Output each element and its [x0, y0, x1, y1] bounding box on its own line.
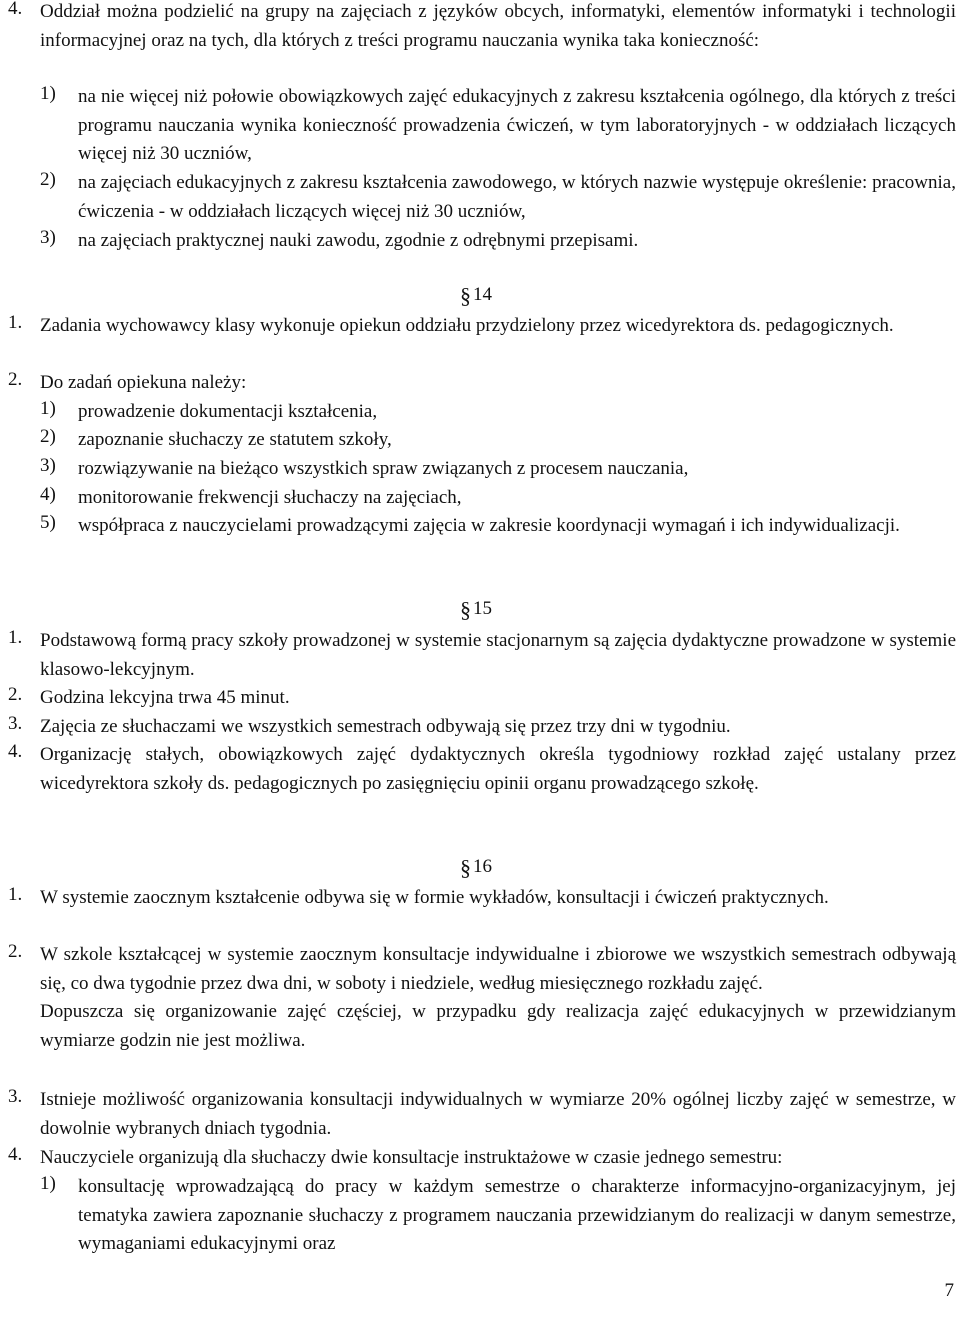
subpoint-number: 1) — [40, 398, 56, 419]
section-sign: § — [460, 855, 471, 880]
subpoint-number: 1) — [40, 1173, 56, 1194]
paragraph-15-point-1 — [0, 627, 956, 684]
subpoint-number: 3) — [40, 455, 56, 476]
point-number: 4. — [8, 0, 23, 19]
point-number: 1. — [8, 312, 23, 333]
subpoint-13-4-2 — [40, 169, 956, 226]
subpoint-number: 3) — [40, 227, 56, 248]
subpoint-number: 2) — [40, 169, 56, 190]
point-text: W szkole kształcącej w systemie zaocznym konsultacje indywidualne i zbiorowe we wszystkich semestrach odbywają się, co dwa tygodnie przez dwa dni, w soboty i niedziele, według miesięcznego rozkładu zajęć. — [40, 944, 956, 994]
paragraph-number: 14 — [473, 284, 492, 305]
paragraph-number: 15 — [473, 598, 492, 619]
point-text: Oddział można podzielić na grupy na zajęciach z języków obcych, informatyki, elementów informatyki i technologii informacyjnej oraz na tych, dla których z treści programu nauczania wynika taka konieczność: — [40, 1, 956, 51]
paragraph-15-point-2 — [0, 684, 956, 713]
paragraph-16-point-2 — [0, 941, 956, 1055]
subpoint-text: współpraca z nauczycielami prowadzącymi zajęcia w zakresie koordynacji wymagań i ich indywidualizacji. — [78, 515, 900, 536]
point-text: Organizację stałych, obowiązkowych zajęć dydaktycznych określa tygodniowy rozkład zajęć ustalany przez wicedyrektora szkoły ds. pedagogicznych po zasięgnięciu opinii organu prowadzącego szkołę. — [40, 744, 956, 794]
point-number: 3. — [8, 1086, 23, 1107]
subpoint-number: 4) — [40, 484, 56, 505]
subpoint-text: konsultację wprowadzającą do pracy w każdym semestrze o charakterze informacyjno-organizacyjnym, jej tematyka zawiera zapoznanie słuchaczy z programem nauczania przewidzianym do realizacji w danym semestrze, wymaganiami edukacyjnymi oraz — [78, 1176, 956, 1255]
page-number: 7 — [944, 1280, 954, 1301]
subpoint-number: 5) — [40, 512, 56, 533]
subpoint-text: zapoznanie słuchaczy ze statutem szkoły, — [78, 429, 392, 450]
point-text: Istnieje możliwość organizowania konsultacji indywidualnych w wymiarze 20% ogólnej liczby zajęć w semestrze, w dowolnie wybranych dniach tygodnia. — [40, 1089, 956, 1139]
point-text: W systemie zaocznym kształcenie odbywa się w formie wykładów, konsultacji i ćwiczeń praktycznych. — [40, 887, 829, 908]
subpoint-14-2-3 — [40, 455, 956, 484]
point-number: 4. — [8, 741, 23, 762]
paragraph-14-point-2 — [0, 369, 956, 398]
paragraph-16-point-3 — [0, 1086, 956, 1143]
paragraph-15-point-3 — [0, 713, 956, 742]
point-number: 4. — [8, 1144, 23, 1165]
paragraph-heading-14 — [460, 284, 580, 307]
point-number: 2. — [8, 941, 23, 962]
subpoint-number: 1) — [40, 83, 56, 104]
section-sign: § — [460, 283, 471, 308]
subpoint-text: na zajęciach edukacyjnych z zakresu kształcenia zawodowego, w których nazwie występuje określenie: pracownia, ćwiczenia - w oddziałach liczących więcej niż 30 uczniów, — [78, 172, 956, 222]
point-text: Zajęcia ze słuchaczami we wszystkich semestrach odbywają się przez trzy dni w tygodniu. — [40, 716, 731, 737]
point-text: Podstawową formą pracy szkoły prowadzonej w systemie stacjonarnym są zajęcia dydaktyczne prowadzone w systemie klasowo-lekcyjnym. — [40, 630, 956, 680]
paragraph-16-point-4 — [0, 1144, 956, 1173]
paragraph-heading-16 — [460, 856, 580, 879]
subpoint-number: 2) — [40, 426, 56, 447]
paragraph-16-point-1 — [0, 884, 956, 913]
point-number: 1. — [8, 884, 23, 905]
paragraph-13-point-4 — [0, 0, 956, 55]
subpoint-text: na nie więcej niż połowie obowiązkowych zajęć edukacyjnych z zakresu kształcenia ogólnego, dla których z treści programu nauczania wynika konieczność prowadzenia ćwiczeń, w tym laboratoryjnych - w oddziałach liczących więcej niż 30 uczniów, — [78, 86, 956, 165]
paragraph-number: 16 — [473, 856, 492, 877]
paragraph-14-point-1 — [0, 312, 956, 341]
point-text: Nauczyciele organizują dla słuchaczy dwie konsultacje instruktażowe w czasie jednego semestru: — [40, 1147, 783, 1168]
subpoint-16-4-1 — [40, 1173, 956, 1259]
subpoint-14-2-2 — [40, 426, 956, 455]
subpoint-14-2-4 — [40, 484, 956, 513]
section-sign: § — [460, 597, 471, 622]
paragraph-15-point-4 — [0, 741, 956, 798]
point-text: Do zadań opiekuna należy: — [40, 372, 247, 393]
subpoint-text: rozwiązywanie na bieżąco wszystkich spraw związanych z procesem nauczania, — [78, 458, 689, 479]
paragraph-heading-15 — [460, 598, 580, 621]
point-text: Zadania wychowawcy klasy wykonuje opiekun oddziału przydzielony przez wicedyrektora ds. pedagogicznych. — [40, 315, 894, 336]
point-text: Godzina lekcyjna trwa 45 minut. — [40, 687, 290, 708]
subpoint-14-2-1 — [40, 398, 956, 427]
subpoint-13-4-1 — [40, 83, 956, 169]
point-number: 2. — [8, 684, 23, 705]
subpoint-text: monitorowanie frekwencji słuchaczy na zajęciach, — [78, 487, 462, 508]
subpoint-text: na zajęciach praktycznej nauki zawodu, zgodnie z odrębnymi przepisami. — [78, 230, 639, 251]
point-number: 3. — [8, 713, 23, 734]
point-text-continuation: Dopuszcza się organizowanie zajęć częściej, w przypadku gdy realizacja zajęć edukacyjnych w przewidzianym wymiarze godzin nie jest możliwa. — [40, 1001, 956, 1051]
point-number: 2. — [8, 369, 23, 390]
subpoint-14-2-5 — [40, 512, 956, 541]
subpoint-13-4-3 — [40, 227, 956, 256]
point-number: 1. — [8, 627, 23, 648]
subpoint-text: prowadzenie dokumentacji kształcenia, — [78, 401, 378, 422]
